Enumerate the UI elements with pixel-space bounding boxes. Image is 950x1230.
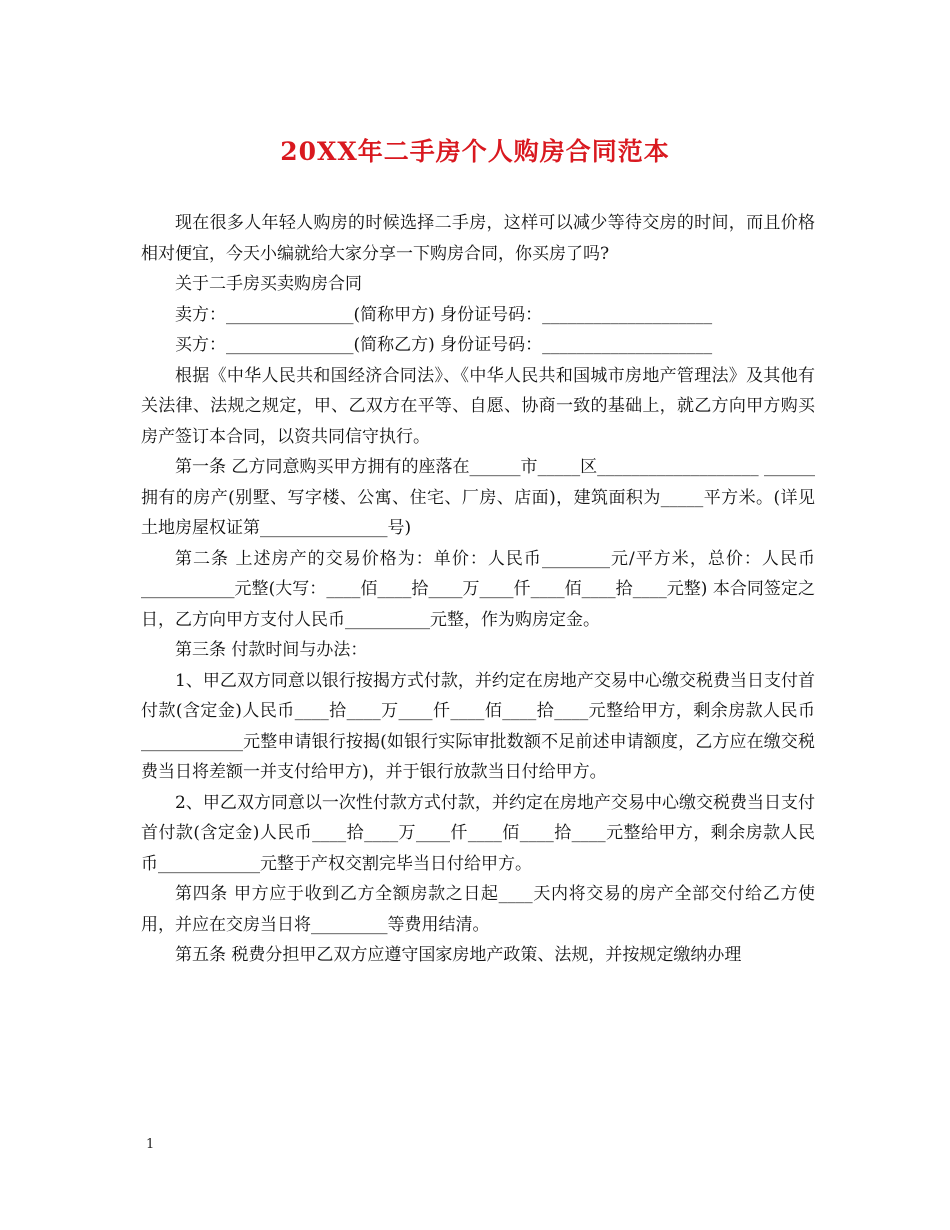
article-3-heading: 第三条 付款时间与办法： [175, 640, 368, 660]
seller-line: 卖方：_______________(简称甲方) 身份证号码：____________________ [175, 304, 713, 325]
contract-heading: 关于二手房买卖购房合同 [175, 274, 362, 294]
document-body [141, 208, 815, 971]
article-2: 第二条 上述房产的交易价格为：单价：人民币________元/平方米，总价：人民币___________元整(大写：____佰____拾____万____仟____佰____拾____元整) 本合同签定之日，乙方向甲方支付人民币__________元整，作为购房定金。 [141, 548, 815, 630]
legal-basis-paragraph: 根据《中华人民共和国经济合同法》、《中华人民共和国城市房地产管理法》及其他有关法律、法规之规定，甲、乙双方在平等、自愿、协商一致的基础上，就乙方向甲方购买房产签订本合同，以资共同信守执行。 [141, 365, 815, 447]
page-number: 1 [146, 1137, 155, 1152]
intro-paragraph: 现在很多人年轻人购房的时候选择二手房，这样可以减少等待交房的时间，而且价格相对便宜，今天小编就给大家分享一下购房合同，你买房了吗? [141, 213, 815, 264]
article-3-clause-2: 2、甲乙双方同意以一次性付款方式付款，并约定在房地产交易中心缴交税费当日支付首付款(含定金)人民币____拾____万____仟____佰____拾____元整给甲方，剩余房款人民币____________元整于产权交割完毕当日付给甲方。 [141, 792, 815, 874]
article-3-clause-1: 1、甲乙双方同意以银行按揭方式付款，并约定在房地产交易中心缴交税费当日支付首付款(含定金)人民币____拾____万____仟____佰____拾____元整给甲方，剩余房款人民币____________元整申请银行按揭(如银行实际审批数额不足前述申请额度，乙方应在缴交税费当日将差额一并支付给甲方)，并于银行放款当日付给甲方。 [141, 670, 815, 782]
article-5: 第五条 税费分担甲乙双方应遵守国家房地产政策、法规，并按规定缴纳办理 [175, 945, 742, 965]
article-1: 第一条 乙方同意购买甲方拥有的座落在______市_____区___________________ ______拥有的房产(别墅、写字楼、公寓、住宅、厂房、店面)，建筑面积为_____平方米。(详见土地房屋权证第_______________号) [141, 457, 815, 538]
document-title: 20XX年二手房个人购房合同范本 [280, 137, 670, 166]
buyer-line: 买方：_______________(简称乙方) 身份证号码：____________________ [175, 335, 713, 355]
article-4: 第四条 甲方应于收到乙方全额房款之日起____天内将交易的房产全部交付给乙方使用，并应在交房当日将_________等费用结清。 [141, 884, 815, 935]
